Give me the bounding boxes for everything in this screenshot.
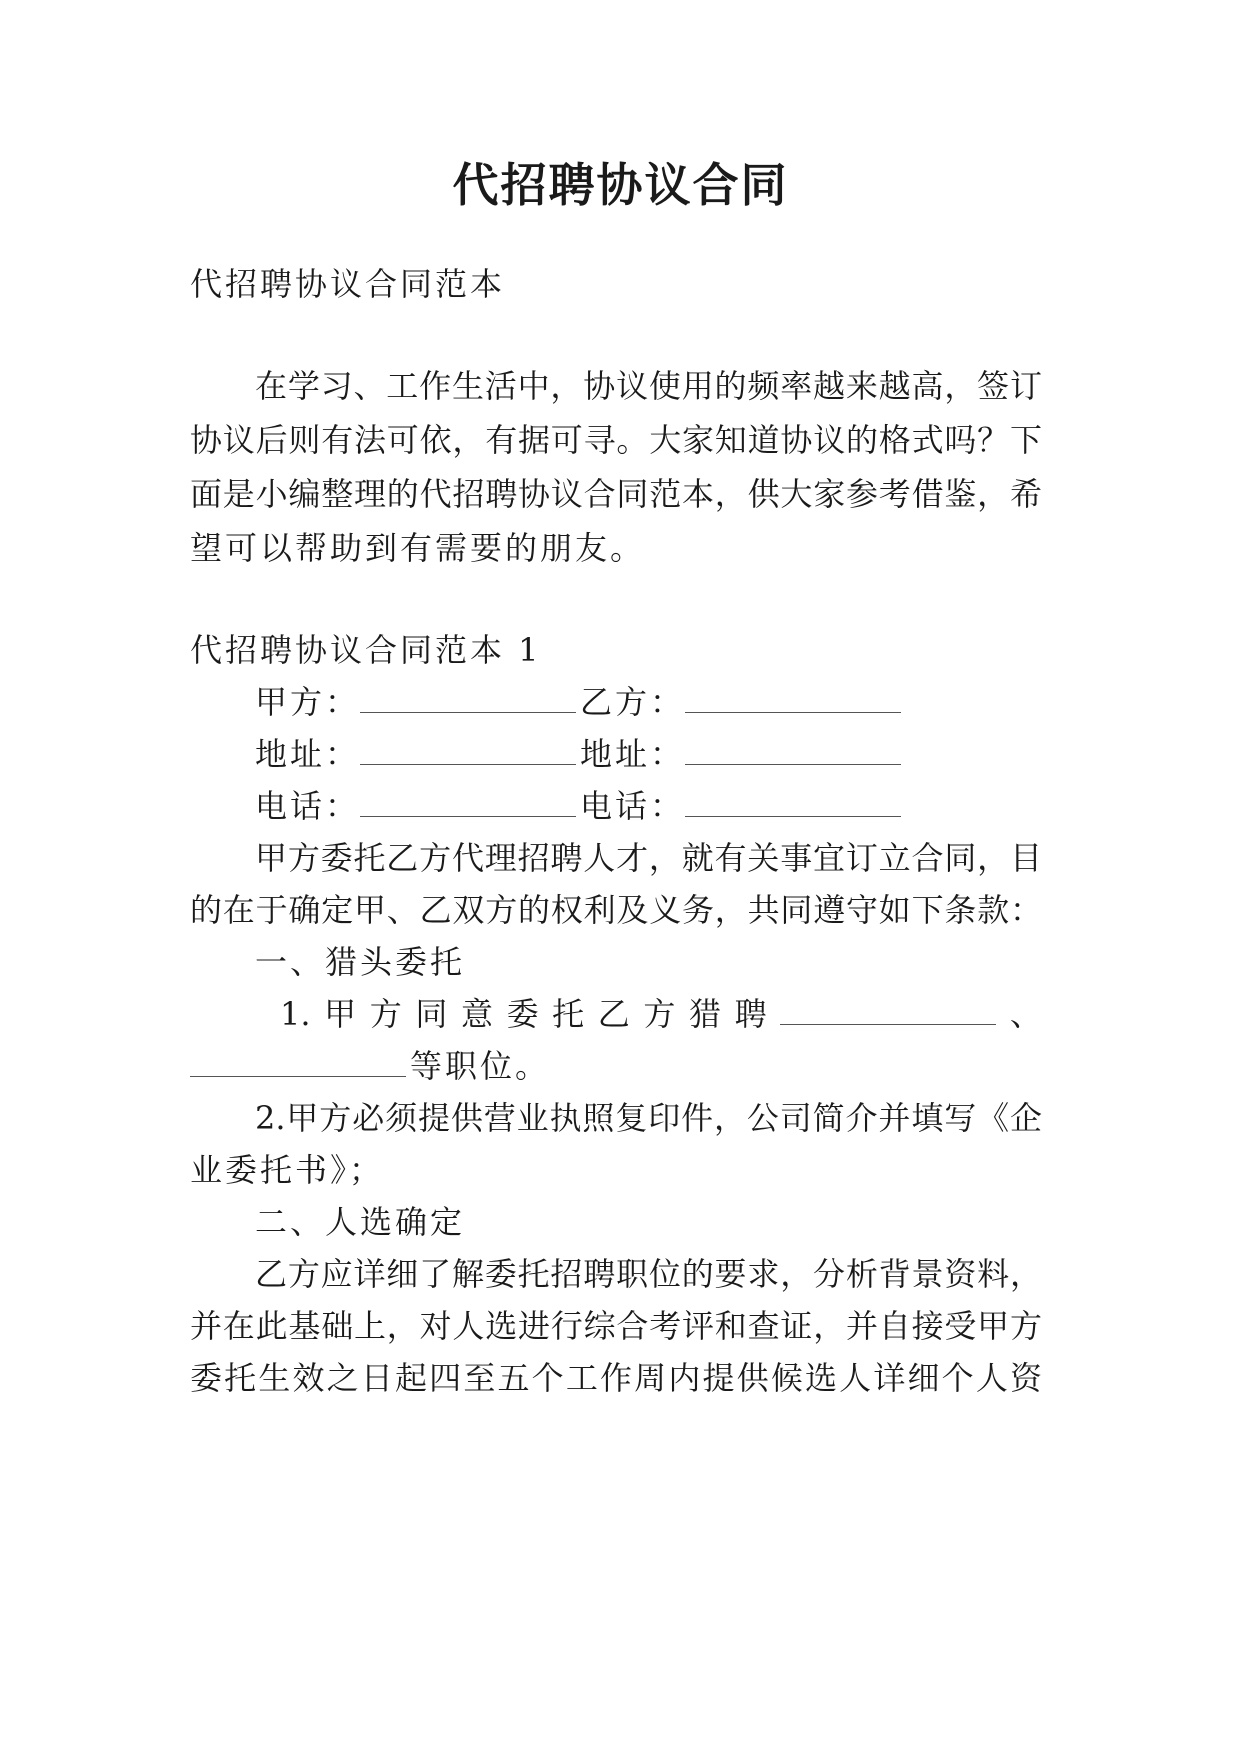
sample-heading: 代招聘协议合同范本 1 (190, 631, 542, 669)
purpose-line-1: 甲方委托乙方代理招聘人才，就有关事宜订立合同，目 (255, 839, 1042, 877)
clause1-char: 聘 (734, 995, 767, 1033)
party-b-blank[interactable] (685, 684, 901, 713)
position-blank-1[interactable] (780, 996, 996, 1025)
clause1-line-2 (190, 1046, 550, 1086)
phone-a-blank[interactable] (360, 788, 576, 817)
section1-heading: 一、猎头委托 (255, 943, 466, 981)
subtitle: 代招聘协议合同范本 (190, 265, 506, 303)
section2-line-2: 并在此基础上，对人选进行综合考评和查证，并自接受甲方 (190, 1307, 1042, 1345)
address-a-label: 地址： (255, 735, 361, 773)
address-b-blank[interactable] (685, 736, 901, 765)
phone-a-label: 电话： (255, 787, 361, 825)
clause2-line-2: 业委托书》； (190, 1151, 385, 1189)
party-a-label: 甲方： (255, 683, 361, 721)
party-b-label: 乙方： (580, 683, 686, 721)
section2-line-3: 委托生效之日起四至五个工作周内提供候选人详细个人资 (190, 1359, 1042, 1397)
clause1-char: 意 (460, 995, 493, 1033)
clause1-char: 同 (415, 995, 448, 1033)
section2-heading: 二、人选确定 (255, 1203, 466, 1241)
clause1-separator: 、 (1009, 995, 1042, 1033)
phone-b-label: 电话： (580, 787, 686, 825)
intro-line-2: 协议后则有法可依，有据可寻。大家知道协议的格式吗？下 (190, 421, 1042, 459)
clause1-char: 乙 (597, 995, 630, 1033)
field-row-party (255, 682, 905, 722)
clause1-char: 方 (643, 995, 676, 1033)
position-blank-2[interactable] (190, 1048, 406, 1077)
field-row-phone (255, 786, 905, 826)
clause1-char: 猎 (689, 995, 722, 1033)
clause1-line-1 (280, 994, 1042, 1034)
clause1-char: 1. (280, 995, 311, 1033)
clause1-char: 甲 (324, 995, 357, 1033)
clause1-char: 托 (552, 995, 585, 1033)
section2-line-1: 乙方应详细了解委托招聘职位的要求，分析背景资料， (255, 1255, 1042, 1293)
intro-line-4: 望可以帮助到有需要的朋友。 (190, 529, 646, 567)
party-a-blank[interactable] (360, 684, 576, 713)
intro-line-3: 面是小编整理的代招聘协议合同范本，供大家参考借鉴，希 (190, 475, 1042, 513)
clause1-char: 方 (369, 995, 402, 1033)
document-title: 代招聘协议合同 (452, 158, 789, 212)
field-row-address (255, 734, 905, 774)
phone-b-blank[interactable] (685, 788, 901, 817)
purpose-line-2: 的在于确定甲、乙双方的权利及义务，共同遵守如下条款： (190, 891, 1042, 929)
clause2-line-1: 2.甲方必须提供营业执照复印件，公司简介并填写《企 (255, 1099, 1042, 1137)
address-b-label: 地址： (580, 735, 686, 773)
address-a-blank[interactable] (360, 736, 576, 765)
clause1-end: 等职位。 (410, 1047, 551, 1085)
clause1-char: 委 (506, 995, 539, 1033)
intro-line-1: 在学习、工作生活中，协议使用的频率越来越高，签订 (255, 367, 1042, 405)
